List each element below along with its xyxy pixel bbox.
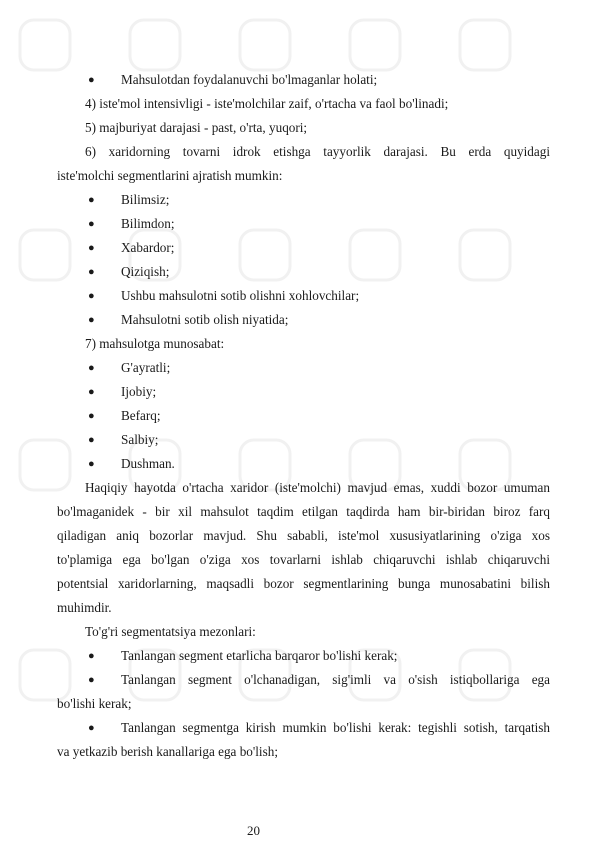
bullet-icon: ● [88,74,95,86]
list-item-text: Tanlangan segment o'lchanadigan, sig'imli va o'sish istiqbollariga ega [121,672,550,687]
page-number: 20 [247,823,260,838]
bullet-icon: ● [88,266,95,278]
list-item-text: Mahsulotdan foydalanuvchi bo'lmaganlar holati; [121,72,378,87]
paragraph-line: 7) mahsulotga munosabat: [85,336,225,351]
list-item-text: Ushbu mahsulotni sotib olishni xohlovchilar; [121,288,360,303]
paragraph-line: bo'lishi kerak; [57,696,132,711]
bullet-icon: ● [88,434,95,446]
paragraph-line: va yetkazib berish kanallariga ega bo'lish; [57,744,278,759]
bullet-icon: ● [88,362,95,374]
paragraph-line: 5) majburiyat darajasi - past, o'rta, yuqori; [85,120,308,135]
paragraph-line: iste'molchi segmentlarini ajratish mumkin: [57,168,283,183]
bullet-icon: ● [88,194,95,206]
paragraph-line: qiladigan aniq bozorlar mavjud. Shu sababli, iste'mol xususiyatlarining o'ziga xos [57,528,550,543]
list-item-text: G'ayratli; [121,360,171,375]
bullet-icon: ● [88,650,95,662]
list-item-text: Dushman. [121,456,175,471]
list-item-text: Tanlangan segmentga kirish mumkin bo'lishi kerak: tegishli sotish, tarqatish [121,720,550,735]
list-item-text: Qiziqish; [121,264,170,279]
paragraph-line: muhimdir. [57,600,112,615]
bullet-icon: ● [88,722,95,734]
paragraph-line: to'plamiga ega bo'lgan o'ziga xos tovarlarni ishlab chiqaruvchi ishlab chiqaruvchi [57,552,550,567]
paragraph-line: 4) iste'mol intensivligi - iste'molchilar zaif, o'rtacha va faol bo'linadi; [85,96,449,111]
list-item-text: Tanlangan segment etarlicha barqaror bo'lishi kerak; [121,648,398,663]
list-item-text: Mahsulotni sotib olish niyatida; [121,312,289,327]
bullet-icon: ● [88,458,95,470]
bullet-icon: ● [88,386,95,398]
list-item-text: Xabardor; [121,240,175,255]
bullet-icon: ● [88,218,95,230]
list-item-text: Bilimsiz; [121,192,170,207]
bullet-icon: ● [88,674,95,686]
list-item-text: Salbiy; [121,432,159,447]
paragraph-line: potentsial xaridorlarning, maqsadli bozor segmentlarining bunga munosabatini bilish [57,576,550,591]
list-item-text: Befarq; [121,408,161,423]
bullet-icon: ● [88,410,95,422]
paragraph-line: Haqiqiy hayotda o'rtacha xaridor (iste'molchi) mavjud emas, xuddi bozor umuman [85,480,550,495]
paragraph-line: bo'lmaganidek - bir xil mahsulot taqdim etilgan taqdirda ham bir-biridan biroz farq [57,504,550,519]
list-item-text: Ijobiy; [121,384,157,399]
list-item-text: Bilimdon; [121,216,175,231]
bullet-icon: ● [88,314,95,326]
bullet-icon: ● [88,290,95,302]
bullet-icon: ● [88,242,95,254]
paragraph-line: 6) xaridorning tovarni idrok etishga tayyorlik darajasi. Bu erda quyidagi [85,144,550,159]
section-heading: To'g'ri segmentatsiya mezonlari: [85,624,256,639]
